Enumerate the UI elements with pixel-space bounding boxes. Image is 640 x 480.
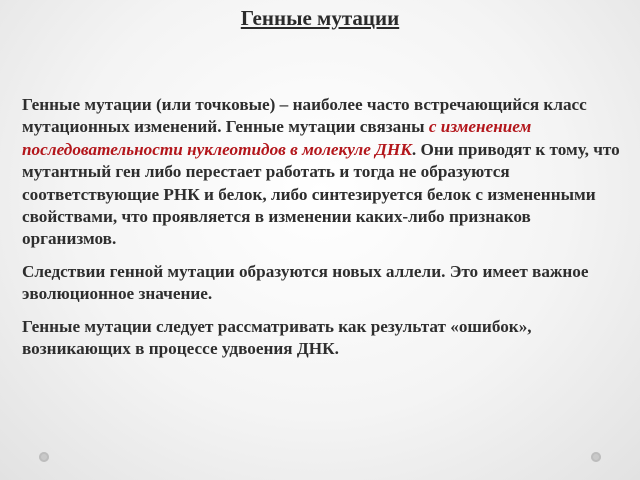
slide-body xyxy=(22,94,624,370)
paragraph-consequence: Следствии генной мутации образуются новых аллели. Это имеет важное эволюционное значение. xyxy=(22,261,589,304)
slide-title: Генные мутации xyxy=(240,6,400,30)
highlighted-phrase: с изменением последовательности нуклеотидов в молекуле ДНК xyxy=(22,117,532,159)
decorative-dot-right xyxy=(591,452,601,462)
decorative-dot-left xyxy=(39,452,49,462)
paragraph-definition-end: . Они приводят к тому, что мутантный ген либо перестает работать и тогда не образуются соответствующие РНК и белок, либо синтезируется белок с измененными свойствами, что проявляется в изменении каких-либо признаков организмов. xyxy=(22,139,620,249)
paragraph-definition xyxy=(22,94,624,251)
paragraph-definition-start: Генные мутации (или точковые) – наиболее часто встречающийся класс мутационных изменений. Генные мутации связаны xyxy=(22,95,587,137)
paragraph-cause: Генные мутации следует рассматривать как результат «ошибок», возникающих в процессе удвоения ДНК. xyxy=(22,316,532,359)
